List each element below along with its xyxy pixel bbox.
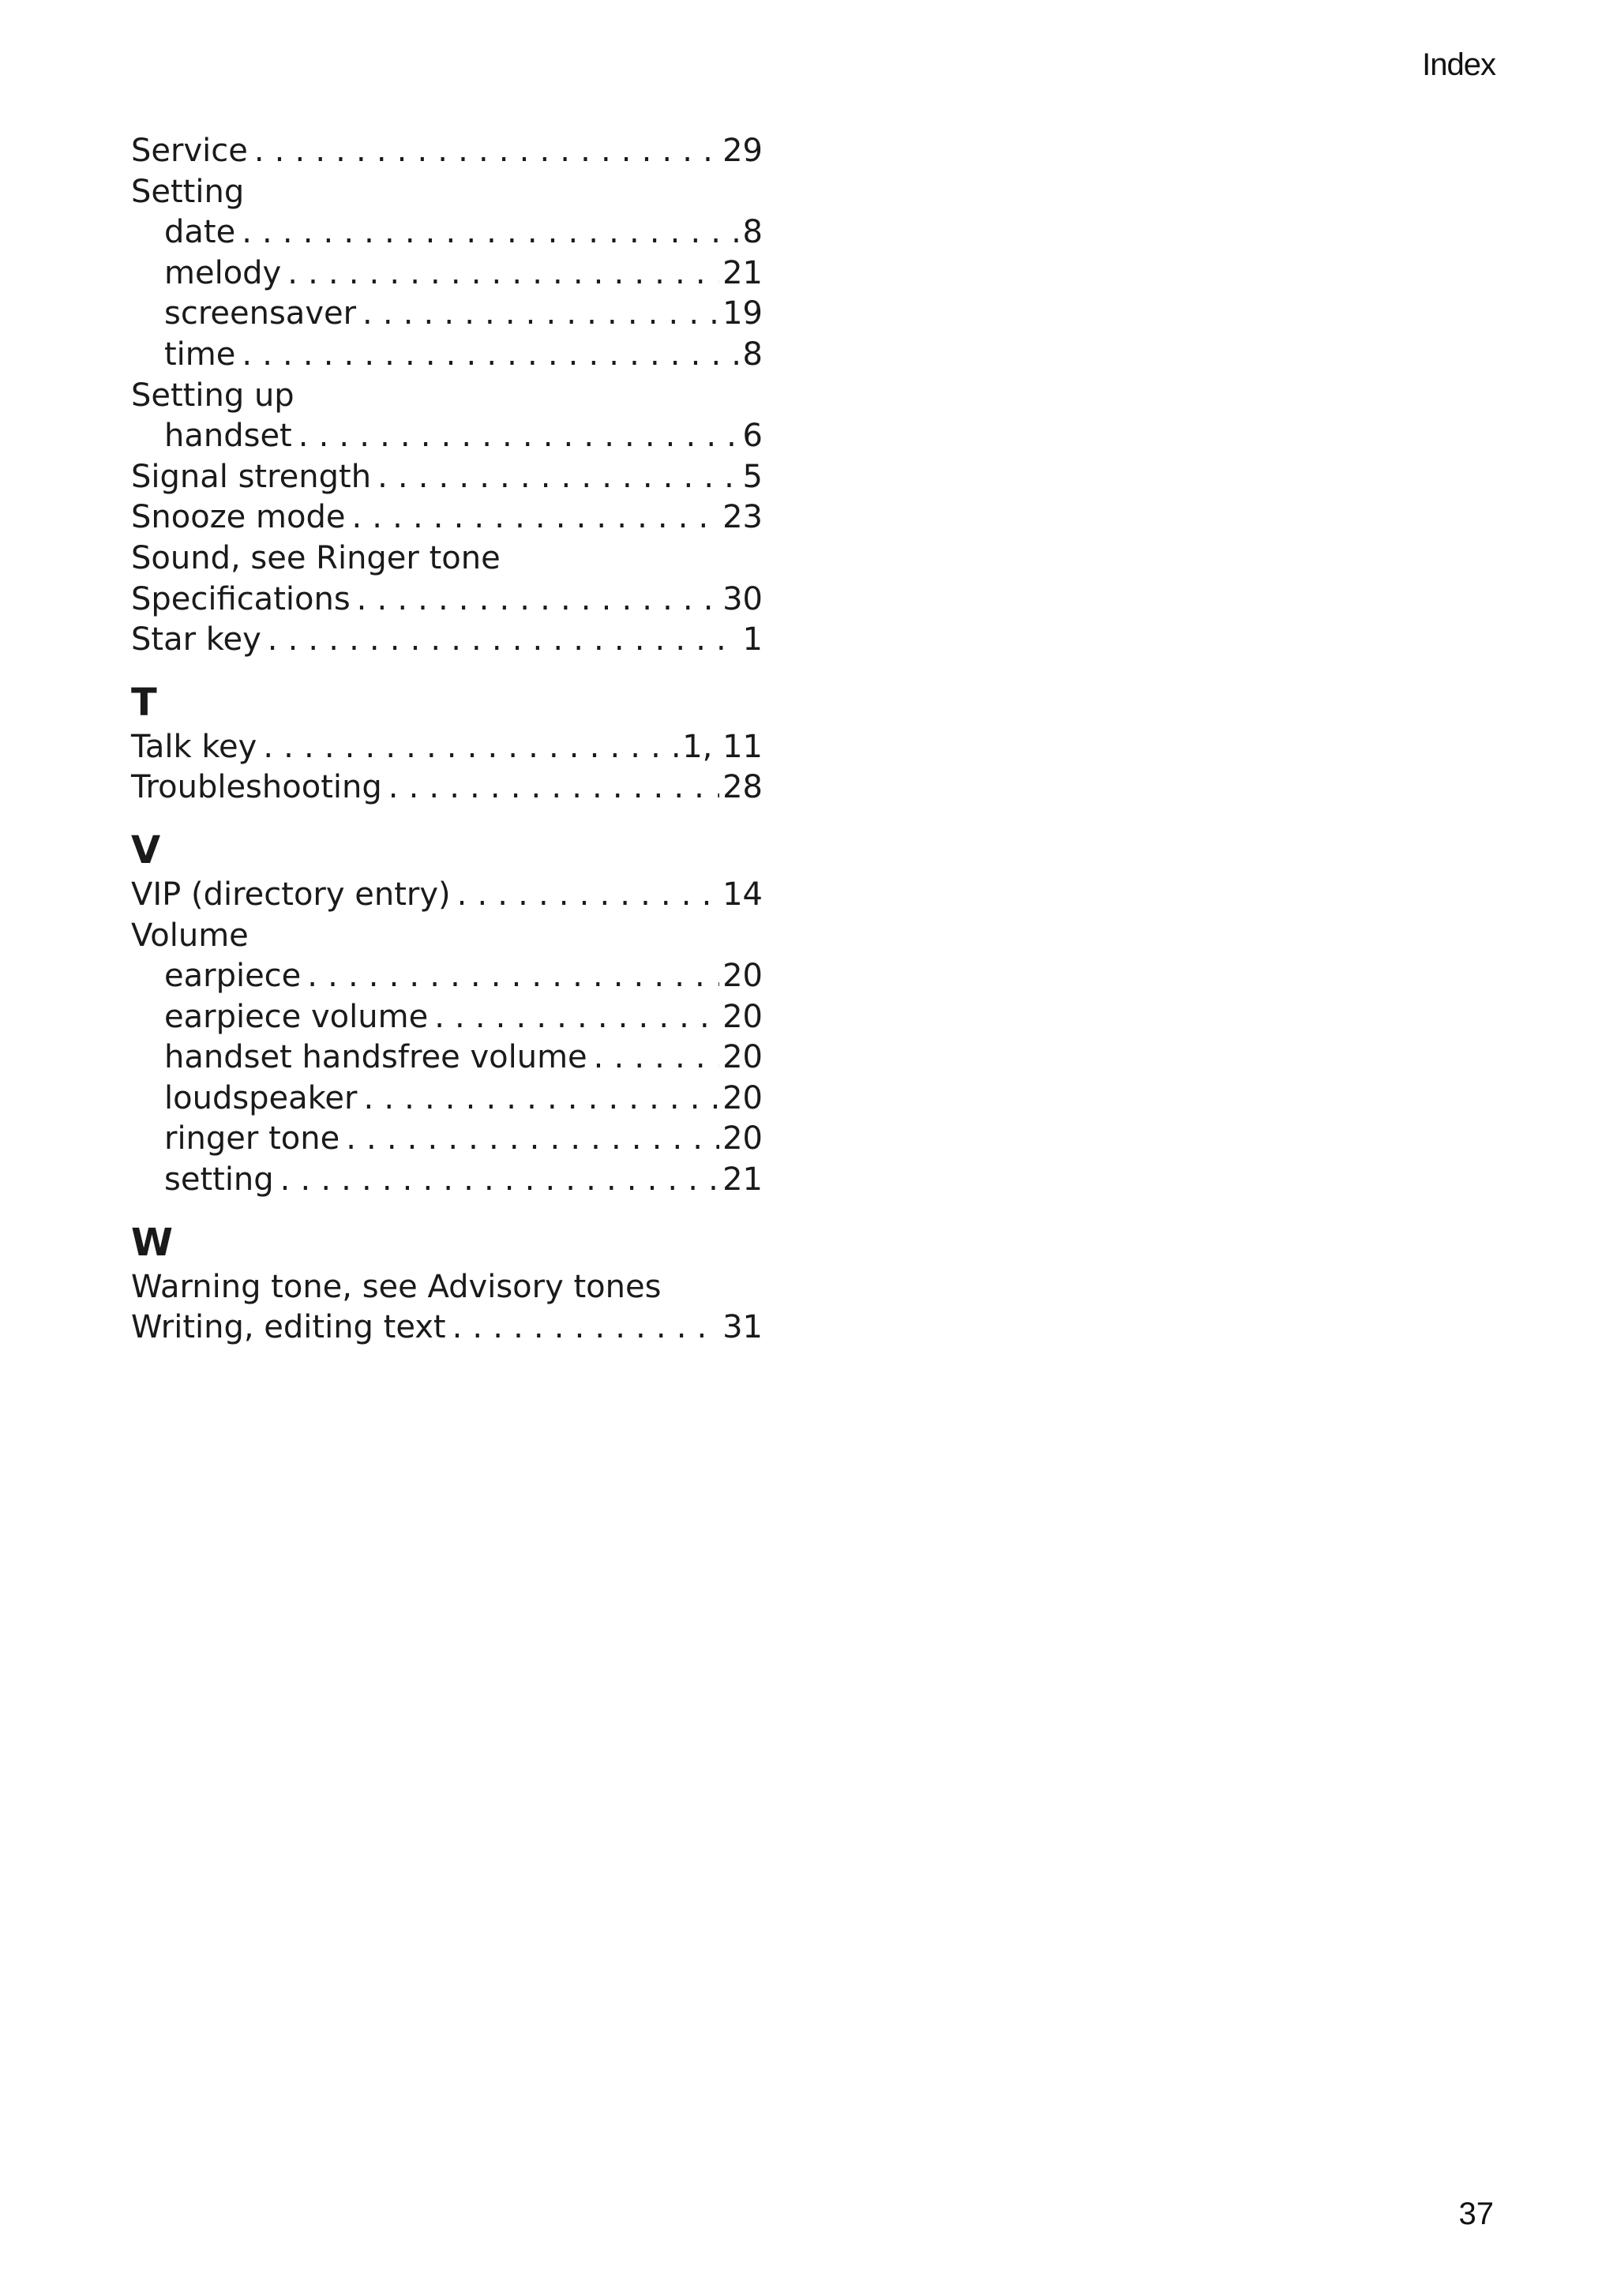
dot-leader bbox=[377, 457, 739, 498]
entry-pages: 20 bbox=[722, 998, 763, 1035]
dot-leader bbox=[298, 416, 740, 457]
dot-leader bbox=[362, 294, 719, 335]
dot-leader bbox=[388, 767, 719, 808]
entry-pages: 20 bbox=[722, 1120, 763, 1157]
dot-leader bbox=[268, 620, 740, 661]
dot-leader bbox=[457, 875, 719, 916]
index-subentry-setting-melody bbox=[131, 253, 763, 295]
entry-pages: 23 bbox=[722, 499, 763, 536]
entry-pages: 1 bbox=[742, 621, 763, 658]
index-subentry-volume-earpiece-volume bbox=[131, 997, 763, 1038]
index-entry-troubleshooting bbox=[131, 767, 763, 808]
entry-pages: 19 bbox=[722, 295, 763, 332]
dot-leader bbox=[242, 212, 739, 253]
entry-term: Talk key bbox=[131, 728, 257, 765]
index-entry-writing bbox=[131, 1307, 763, 1349]
dot-leader bbox=[351, 497, 719, 538]
entry-term: handset handsfree volume bbox=[164, 1039, 587, 1076]
entry-term: earpiece bbox=[164, 958, 302, 995]
entry-term: VIP (directory entry) bbox=[131, 876, 451, 913]
entry-pages: 8 bbox=[742, 214, 763, 251]
entry-pages: 8 bbox=[742, 336, 763, 373]
index-subentry-volume-ringer-tone bbox=[131, 1119, 763, 1160]
entry-pages: 5 bbox=[742, 458, 763, 495]
entry-term: Sound, see Ringer tone bbox=[131, 539, 501, 576]
entry-term: Troubleshooting bbox=[131, 769, 382, 806]
index-column bbox=[131, 131, 763, 1349]
index-entry-setting bbox=[131, 172, 763, 213]
index-entry-setting-up bbox=[131, 376, 763, 417]
dot-leader bbox=[363, 1079, 719, 1120]
entry-term: Snooze mode bbox=[131, 499, 346, 536]
entry-pages: 20 bbox=[722, 1079, 763, 1116]
dot-leader bbox=[254, 131, 719, 172]
entry-term: Signal strength bbox=[131, 458, 372, 495]
entry-pages: 1, 11 bbox=[682, 728, 763, 765]
dot-leader bbox=[594, 1037, 719, 1079]
entry-term: date bbox=[164, 214, 236, 251]
entry-term: Volume bbox=[131, 917, 249, 954]
entry-pages: 14 bbox=[722, 876, 763, 913]
index-entry-signal-strength bbox=[131, 457, 763, 498]
index-subentry-setting-date bbox=[131, 212, 763, 253]
dot-leader bbox=[280, 1160, 719, 1201]
section-letter-t: T bbox=[131, 680, 157, 725]
index-subentry-setting-screensaver bbox=[131, 294, 763, 335]
dot-leader bbox=[346, 1119, 719, 1160]
entry-term: melody bbox=[164, 254, 282, 291]
entry-pages: 29 bbox=[722, 133, 763, 169]
entry-term: ringer tone bbox=[164, 1120, 340, 1157]
entry-term: Warning tone, see Advisory tones bbox=[131, 1268, 662, 1305]
dot-leader bbox=[242, 335, 739, 376]
entry-term: screensaver bbox=[164, 295, 357, 332]
entry-pages: 6 bbox=[742, 418, 763, 455]
entry-pages: 28 bbox=[722, 769, 763, 806]
section-letter-v: V bbox=[131, 827, 161, 872]
dot-leader bbox=[357, 580, 719, 621]
entry-pages: 30 bbox=[722, 580, 763, 617]
page-number: 37 bbox=[1458, 2197, 1494, 2231]
entry-term: Specifications bbox=[131, 580, 351, 617]
dot-leader bbox=[287, 253, 719, 295]
index-entry-vip bbox=[131, 875, 763, 916]
dot-leader bbox=[452, 1307, 720, 1349]
index-subentry-volume-earpiece bbox=[131, 956, 763, 997]
entry-term: Star key bbox=[131, 621, 261, 658]
dot-leader bbox=[263, 727, 679, 768]
entry-pages: 21 bbox=[722, 1161, 763, 1199]
entry-pages: 21 bbox=[722, 254, 763, 291]
index-entry-volume bbox=[131, 916, 763, 957]
entry-term: handset bbox=[164, 418, 292, 455]
index-entry-warning-tone bbox=[131, 1267, 763, 1308]
index-entry-specifications bbox=[131, 580, 763, 621]
index-subentry-setting-time bbox=[131, 335, 763, 376]
entry-term: earpiece volume bbox=[164, 998, 429, 1035]
entry-pages: 20 bbox=[722, 1039, 763, 1076]
entry-term: loudspeaker bbox=[164, 1079, 358, 1116]
index-subentry-volume-loudspeaker bbox=[131, 1079, 763, 1120]
section-letter-w: W bbox=[131, 1220, 173, 1265]
index-entry-star-key bbox=[131, 620, 763, 661]
entry-term: setting bbox=[164, 1161, 274, 1199]
dot-leader bbox=[307, 956, 719, 997]
entry-pages: 20 bbox=[722, 958, 763, 995]
entry-term: Setting up bbox=[131, 377, 295, 414]
entry-term: Setting bbox=[131, 173, 245, 210]
entry-pages: 31 bbox=[722, 1309, 763, 1346]
index-entry-snooze-mode bbox=[131, 497, 763, 538]
running-head: Index bbox=[1422, 47, 1495, 82]
entry-term: Service bbox=[131, 133, 248, 169]
index-entry-talk-key bbox=[131, 727, 763, 768]
index-entry-service bbox=[131, 131, 763, 172]
index-entry-sound bbox=[131, 538, 763, 580]
dot-leader bbox=[434, 997, 719, 1038]
entry-term: time bbox=[164, 336, 236, 373]
index-subentry-volume-setting bbox=[131, 1160, 763, 1201]
entry-term: Writing, editing text bbox=[131, 1309, 446, 1346]
index-subentry-volume-handsfree bbox=[131, 1037, 763, 1079]
index-subentry-setting-up-handset bbox=[131, 416, 763, 457]
